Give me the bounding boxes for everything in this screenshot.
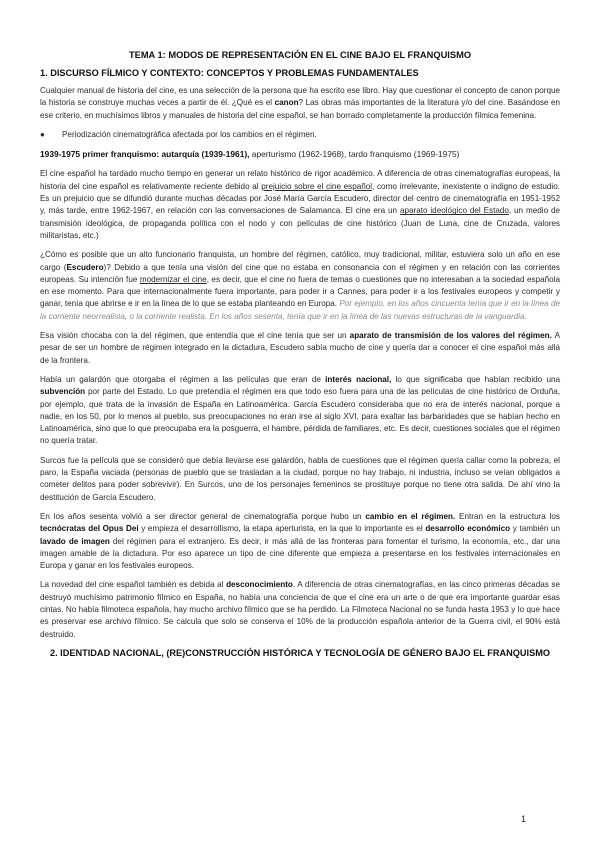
paragraph-canon: Cualquier manual de historia del cine, es una selección de la persona que ha escrito ese libro. Hay que cuestionar el concepto de canon porque la historia se construye muchas veces a partir de él. ¿Qué es el canon? Las obras más importantes de la literatura y/o del cine. Basándose en ese criterio, en muchísimos libros y manuales de historia del cine español, se han borrado completamente la producción fílmica femenina. — [40, 86, 561, 120]
section-2-heading: 2. IDENTIDAD NACIONAL, (RE)CONSTRUCCIÓN HISTÓRICA Y TECNOLOGÍA DE GÉNERO BAJO EL FRANQUISMO — [49, 647, 551, 658]
paragraph-national-interest: Había un galardón que otorgaba el régimen a las películas que eran de interés nacional, lo que significaba que habían recibido una subvención por parte del Estado. Lo que pretendía el régimen era que todo eso fuera para una de las películas de cine histórico de Orduña, por ejemplo, que trata de la invasión de España en Latinoamérica. García Escudero consideraba que no era de interés nacional, porque a nadie, en los 50, por lo menos al pueblo, sus preocupaciones no eran irse al siglo XVI, para exaltar las barbaridades que se habían hecho en Latinoamérica, sino que lo que preocupaba era la posguerra, el hambre, pérdida de familiares, etc. Es decir, cuestiones sociales que el régimen no quería tratar. — [40, 374, 561, 446]
paragraph-surcos: Surcos fue la película que se consideró que debía llevarse ese galardón, habla de cuestiones que el régimen quería callar como la pobreza, el paro, la España vaciada (personas de pueblo que se trasladan a la ciudad, porque no hay trabajo, ni industria, incluso se veían obligados a cometer delitos para poder sobrevivir). En Surcos, uno de los personajes femeninos se prostituye porque no tiene otra salida. De ahí vino la destitución de García Escudero. — [40, 455, 560, 502]
paragraph-escudero: ¿Cómo es posible que un alto funcionario franquista, un hombre del régimen, católico, muy tradicional, militar, estuviera solo un año en ese cargo (Escudero)? Debido a que tenía una visión del cine que no estaba en consonancia con el régimen y en relación con las corrientes europeas. Su intención fue modernizar el cine, es decir, que el cine no fuera de temas o cuestiones que no interesaban a la sociedad española en ese momento. Para que internacionalmente fuera importante, para poder ir a Cannes, para poder ir a los festivales europeos y competir y ganar, tenía que abrirse e ir en la línea de lo que se estaba planteando en Europa. Por ejemplo, en los años cincuenta tenía que ir en la línea de la corriente neorrealista, o la corriente realista. En los años sesenta, tenía que ir en la línea de las nuevas estructuras de la vanguardia. — [40, 250, 560, 321]
page-number: 1 — [520, 814, 526, 824]
bullet-dot-icon: ● — [40, 129, 45, 139]
periods-line: 1939-1975 primer franquismo: autarquía (1939-1961), aperturismo (1962-1968), tardo franquismo (1969-1975) — [40, 149, 460, 160]
document-title: TEMA 1: MODOS DE REPRESENTACIÓN EN EL CINE BAJO EL FRANQUISMO — [128, 50, 472, 60]
paragraph-heritage: La novedad del cine español también es debida al desconocimiento. A diferencia de otras cinematografías, en las cinco primeras décadas se destruyó muchísimo patrimonio fílmico en España, no había una conciencia de que el cine era un arte o de que era importante guardar esas cintas. No había filmoteca española, hay mucho archivo fílmico que se ha perdido. La Filmoteca Nacional no se funda hasta 1953 y lo que hace es preservar ese archivo fílmico. Se calcula que solo se conserva el 10% de la producción española anterior de la Guerra civil, el 90% está destruido. — [40, 580, 560, 639]
paragraph-prejudice: El cine español ha tardado mucho tiempo en generar un relato histórico de rigor académico. A diferencia de otras cinematografías europeas, la historia del cine español es relativamente reciente debido al prejuicio sobre el cine español, como irrelevante, inexistente o indigno de estudio. Es un prejuicio que se difundió durante muchas décadas por José María García Escudero, director del centro de cinematografía en 1951-1952 y, más tarde, entre 1962-1967, en relación con las conversaciones de Salamanca. El cine era un aparato ideológico del Estado, un medio de transmisión ideológica, de propaganda política con el nodo y con películas de cine histórico (Juan de Luna, cine de Cruzada, valores militaristas, etc.) — [40, 169, 561, 240]
paragraph-sixties: En los años sesenta volvió a ser director general de cinematografía porque hubo un cambio en el régimen. Entran en la estructura los tecnócratas del Opus Dei y empieza el desarrollismo, la etapa aperturista, en la que lo importante es el desarrollo económico y también un lavado de imagen del régimen para el extranjero. Es decir, ir más allá de las fronteras para fomentar el turismo, la economía, etc., dar una imagen amable de la dictadura. Por eso aparece un tipo de cine diferente que empieza a presentarse en los festivales internacionales en Europa y ganar en los festivales europeos. — [40, 511, 561, 571]
bullet-periodization: ● Periodización cinematográfica afectada por los cambios en el régimen. — [40, 129, 560, 141]
paragraph-regime-vision: Esa visión chocaba con la del régimen, que entendía que el cine tenía que ser un aparato de transmisión de los valores del régimen. A pesar de ser un hombre de régimen integrado en la dictadura, Escudero sabía mucho de cine y quería dar a conocer el cine español más allá de la frontera. — [40, 331, 560, 365]
section-1-heading: 1. DISCURSO FÍLMICO Y CONTEXTO: CONCEPTOS Y PROBLEMAS FUNDAMENTALES — [40, 68, 419, 78]
